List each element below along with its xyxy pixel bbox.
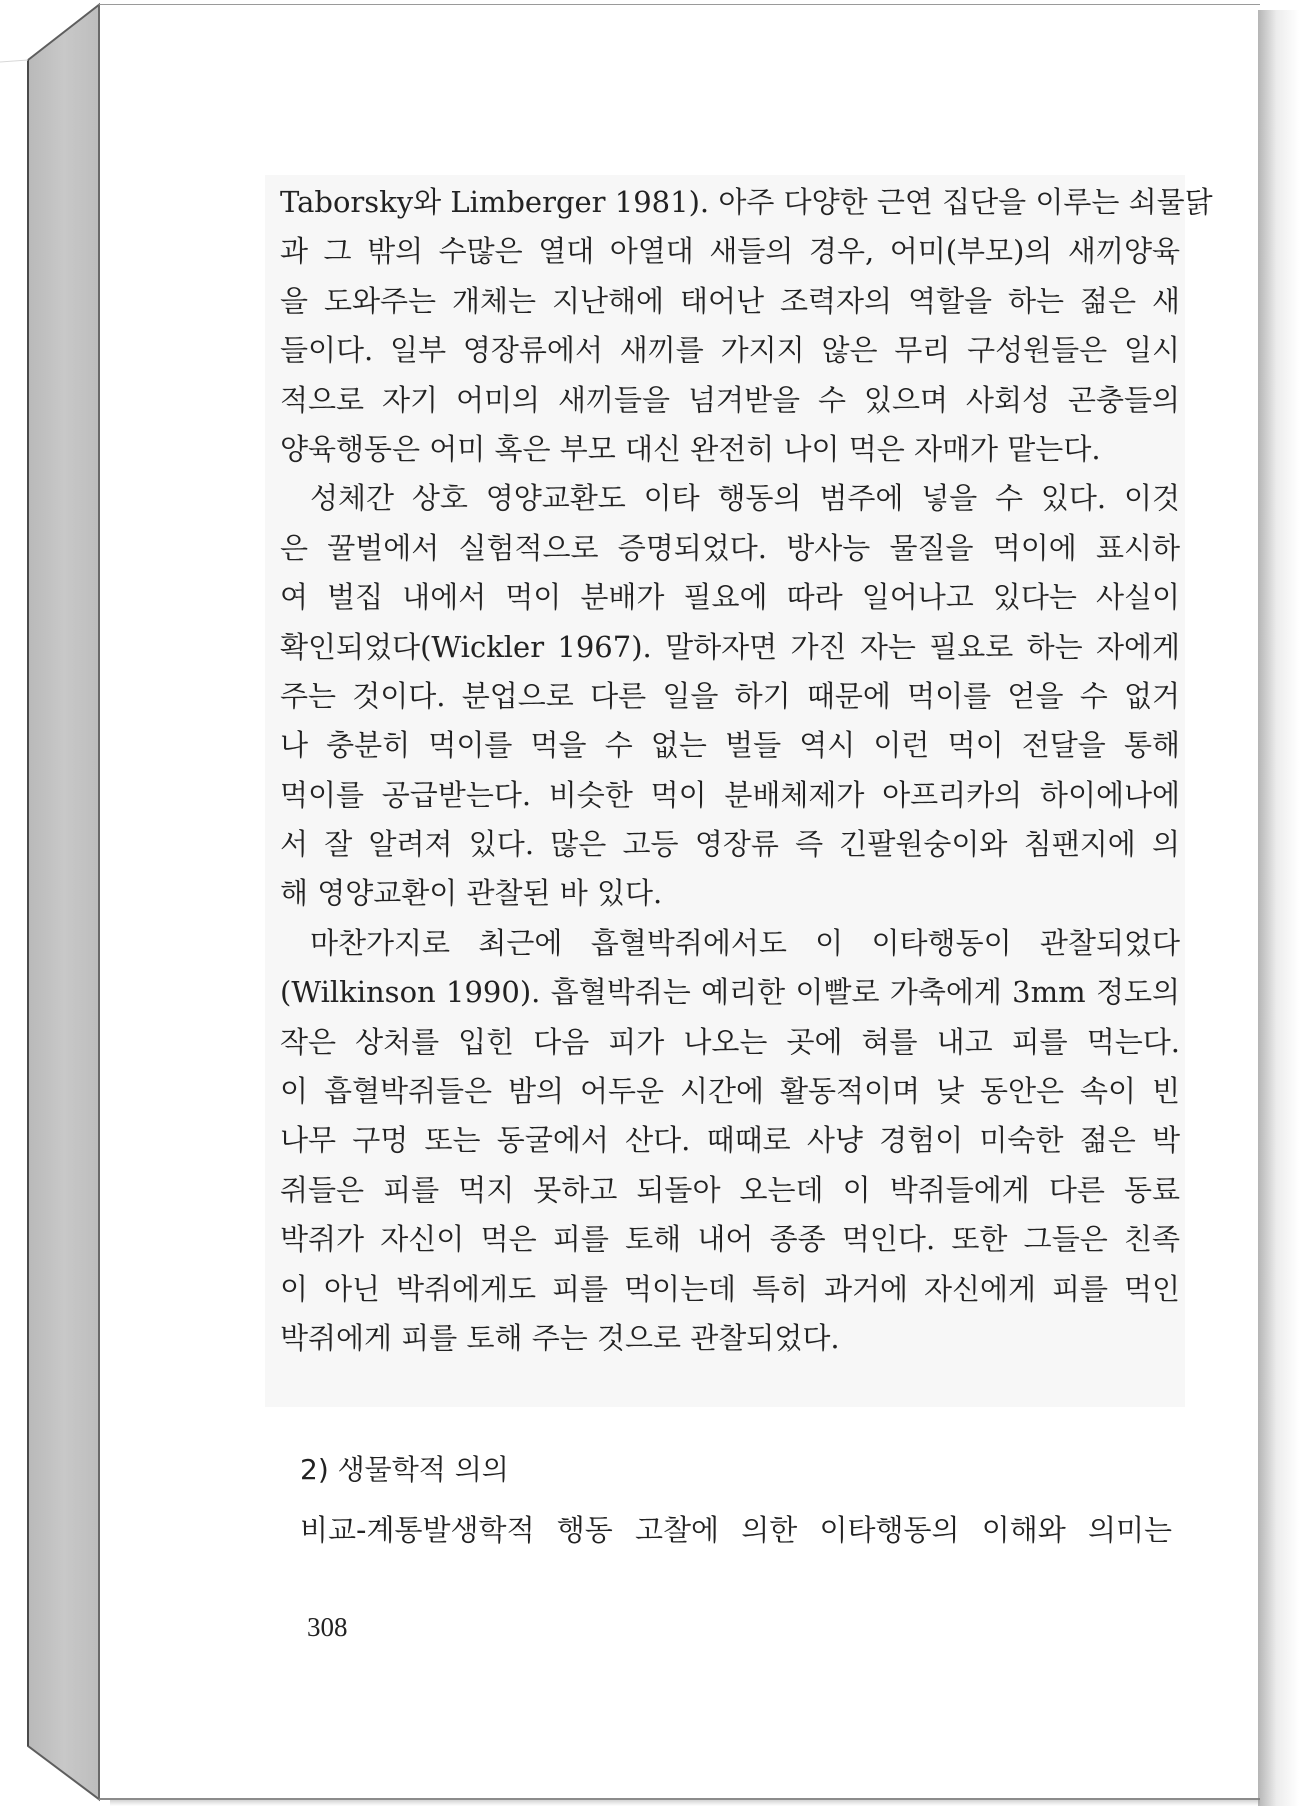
text-line: 쥐들은 피를 먹지 못하고 되돌아 오는데 이 박쥐들에게 다른 동료 [280,1172,1180,1207]
text-line: 확인되었다(Wickler 1967). 말하자면 가진 자는 필요로 하는 자에게 [280,629,1180,664]
text-line: 작은 상처를 입힌 다음 피가 나오는 곳에 혀를 내고 피를 먹는다. [280,1024,1180,1059]
book-spine-shape [0,0,100,1806]
text-line: 서 잘 알려져 있다. 많은 고등 영장류 즉 긴팔원숭이와 침팬지에 의 [280,827,1180,862]
text-line: 이 아닌 박쥐에게도 피를 먹이는데 특히 과거에 자신에게 피를 먹인 [280,1271,1180,1306]
text-line: 해 영양교환이 관찰된 바 있다. [280,876,663,911]
text-line: 마찬가지로 최근에 흡혈박쥐에서도 이 이타행동이 관찰되었다 [310,925,1180,960]
section-first-line: 비교-계통발생학적 행동 고찰에 의한 이타행동의 이해와 의미는 [300,1513,1172,1547]
text-line: 여 벌집 내에서 먹이 분배가 필요에 따라 일어나고 있다는 사실이 [280,580,1180,615]
text-line: 과 그 밖의 수많은 열대 아열대 새들의 경우, 어미(부모)의 새끼양육 [280,234,1180,269]
text-line: 은 꿀벌에서 실험적으로 증명되었다. 방사능 물질을 먹이에 표시하 [280,530,1180,565]
text-line: 들이다. 일부 영장류에서 새끼를 가지지 않은 무리 구성원들은 일시 [280,333,1180,368]
page-bottom-shadow [110,1798,1260,1806]
book-spine [0,0,100,1806]
text-line: 주는 것이다. 분업으로 다른 일을 하기 때문에 먹이를 얻을 수 없거 [280,678,1180,713]
text-line: 박쥐가 자신이 먹은 피를 토해 내어 종종 먹인다. 또한 그들은 친족 [280,1222,1180,1257]
section-heading: 2) 생물학적 의의 [300,1453,509,1486]
page-number: 308 [307,1612,348,1642]
text-line: 이 흡혈박쥐들은 밤의 어두운 시간에 활동적이며 낮 동안은 속이 빈 [280,1074,1180,1109]
text-line: 먹이를 공급받는다. 비슷한 먹이 분배체제가 아프리카의 하이에나에 [280,777,1180,812]
text-line: Taborsky와 Limberger 1981). 아주 다양한 근연 집단을 이루는 쇠물닭 [280,185,1213,219]
body-text [280,178,1213,1363]
text-line: 나무 구멍 또는 동굴에서 산다. 때때로 사냥 경험이 미숙한 젊은 박 [280,1123,1180,1158]
text-line: 양육행동은 어미 혹은 부모 대신 완전히 나이 먹은 자매가 맡는다. [280,431,1101,466]
text-line: (Wilkinson 1990). 흡혈박쥐는 예리한 이빨로 가축에게 3mm 정도의 [280,975,1180,1010]
text-line: 성체간 상호 영양교환도 이타 행동의 범주에 넣을 수 있다. 이것 [310,481,1180,516]
text-line: 을 도와주는 개체는 지난해에 태어난 조력자의 역할을 하는 젊은 새 [280,283,1180,318]
text-line: 박쥐에게 피를 토해 주는 것으로 관찰되었다. [280,1320,840,1355]
page-right-shadow [1258,10,1299,1806]
text-line: 나 충분히 먹이를 먹을 수 없는 벌들 역시 이런 먹이 전달을 통해 [280,728,1180,763]
text-line: 적으로 자기 어미의 새끼들을 넘겨받을 수 있으며 사회성 곤충들의 [280,382,1180,417]
